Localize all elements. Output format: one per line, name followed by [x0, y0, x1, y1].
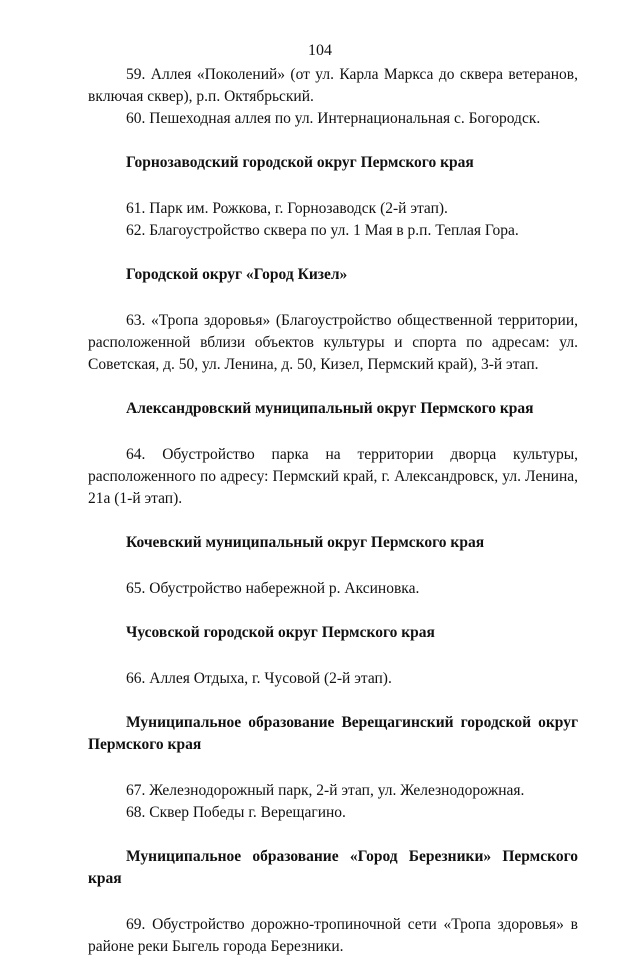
list-item: 64. Обустройство парка на территории дворца культуры, расположенного по адресу: Пермский край, г. Александровск, ул. Ленина, 21а (1-й этап).	[88, 446, 578, 507]
section-heading: Муниципальное образование «Город Березники» Пермского края	[88, 848, 578, 887]
section-heading: Муниципальное образование Верещагинский городской округ Пермского края	[88, 714, 578, 753]
section-heading: Чусовской городской округ Пермского края	[126, 624, 435, 641]
section-heading: Кочевский муниципальный округ Пермского края	[126, 534, 485, 551]
page-number: 104	[308, 42, 332, 59]
list-item: 60. Пешеходная аллея по ул. Интернациональная с. Богородск.	[126, 110, 541, 127]
list-item: 68. Сквер Победы г. Верещагино.	[126, 804, 346, 821]
list-item: 59. Аллея «Поколений» (от ул. Карла Маркса до сквера ветеранов, включая сквер), р.п. Октябрьский.	[88, 66, 578, 105]
list-item: 67. Железнодорожный парк, 2-й этап, ул. Железнодорожная.	[126, 782, 525, 799]
list-item: 62. Благоустройство сквера по ул. 1 Мая в р.п. Теплая Гора.	[126, 222, 519, 239]
list-item: 66. Аллея Отдыха, г. Чусовой (2-й этап).	[126, 670, 392, 687]
section-heading: Городской округ «Город Кизел»	[126, 266, 348, 283]
list-item: 63. «Тропа здоровья» (Благоустройство общественной территории, расположенной вблизи объектов культуры и спорта по адресам: ул. Советская, д. 50, ул. Ленина, д. 50, Кизел, Пермский край), 3-й этап.	[88, 312, 578, 373]
list-item: 61. Парк им. Рожкова, г. Горнозаводск (2-й этап).	[126, 200, 448, 217]
document-body	[88, 64, 578, 958]
section-heading: Горнозаводский городской округ Пермского края	[126, 154, 474, 171]
section-heading: Александровский муниципальный округ Пермского края	[126, 400, 534, 417]
list-item: 65. Обустройство набережной р. Аксиновка.	[126, 580, 420, 597]
list-item: 69. Обустройство дорожно-тропиночной сети «Тропа здоровья» в районе реки Быгель города Березники.	[88, 916, 578, 955]
